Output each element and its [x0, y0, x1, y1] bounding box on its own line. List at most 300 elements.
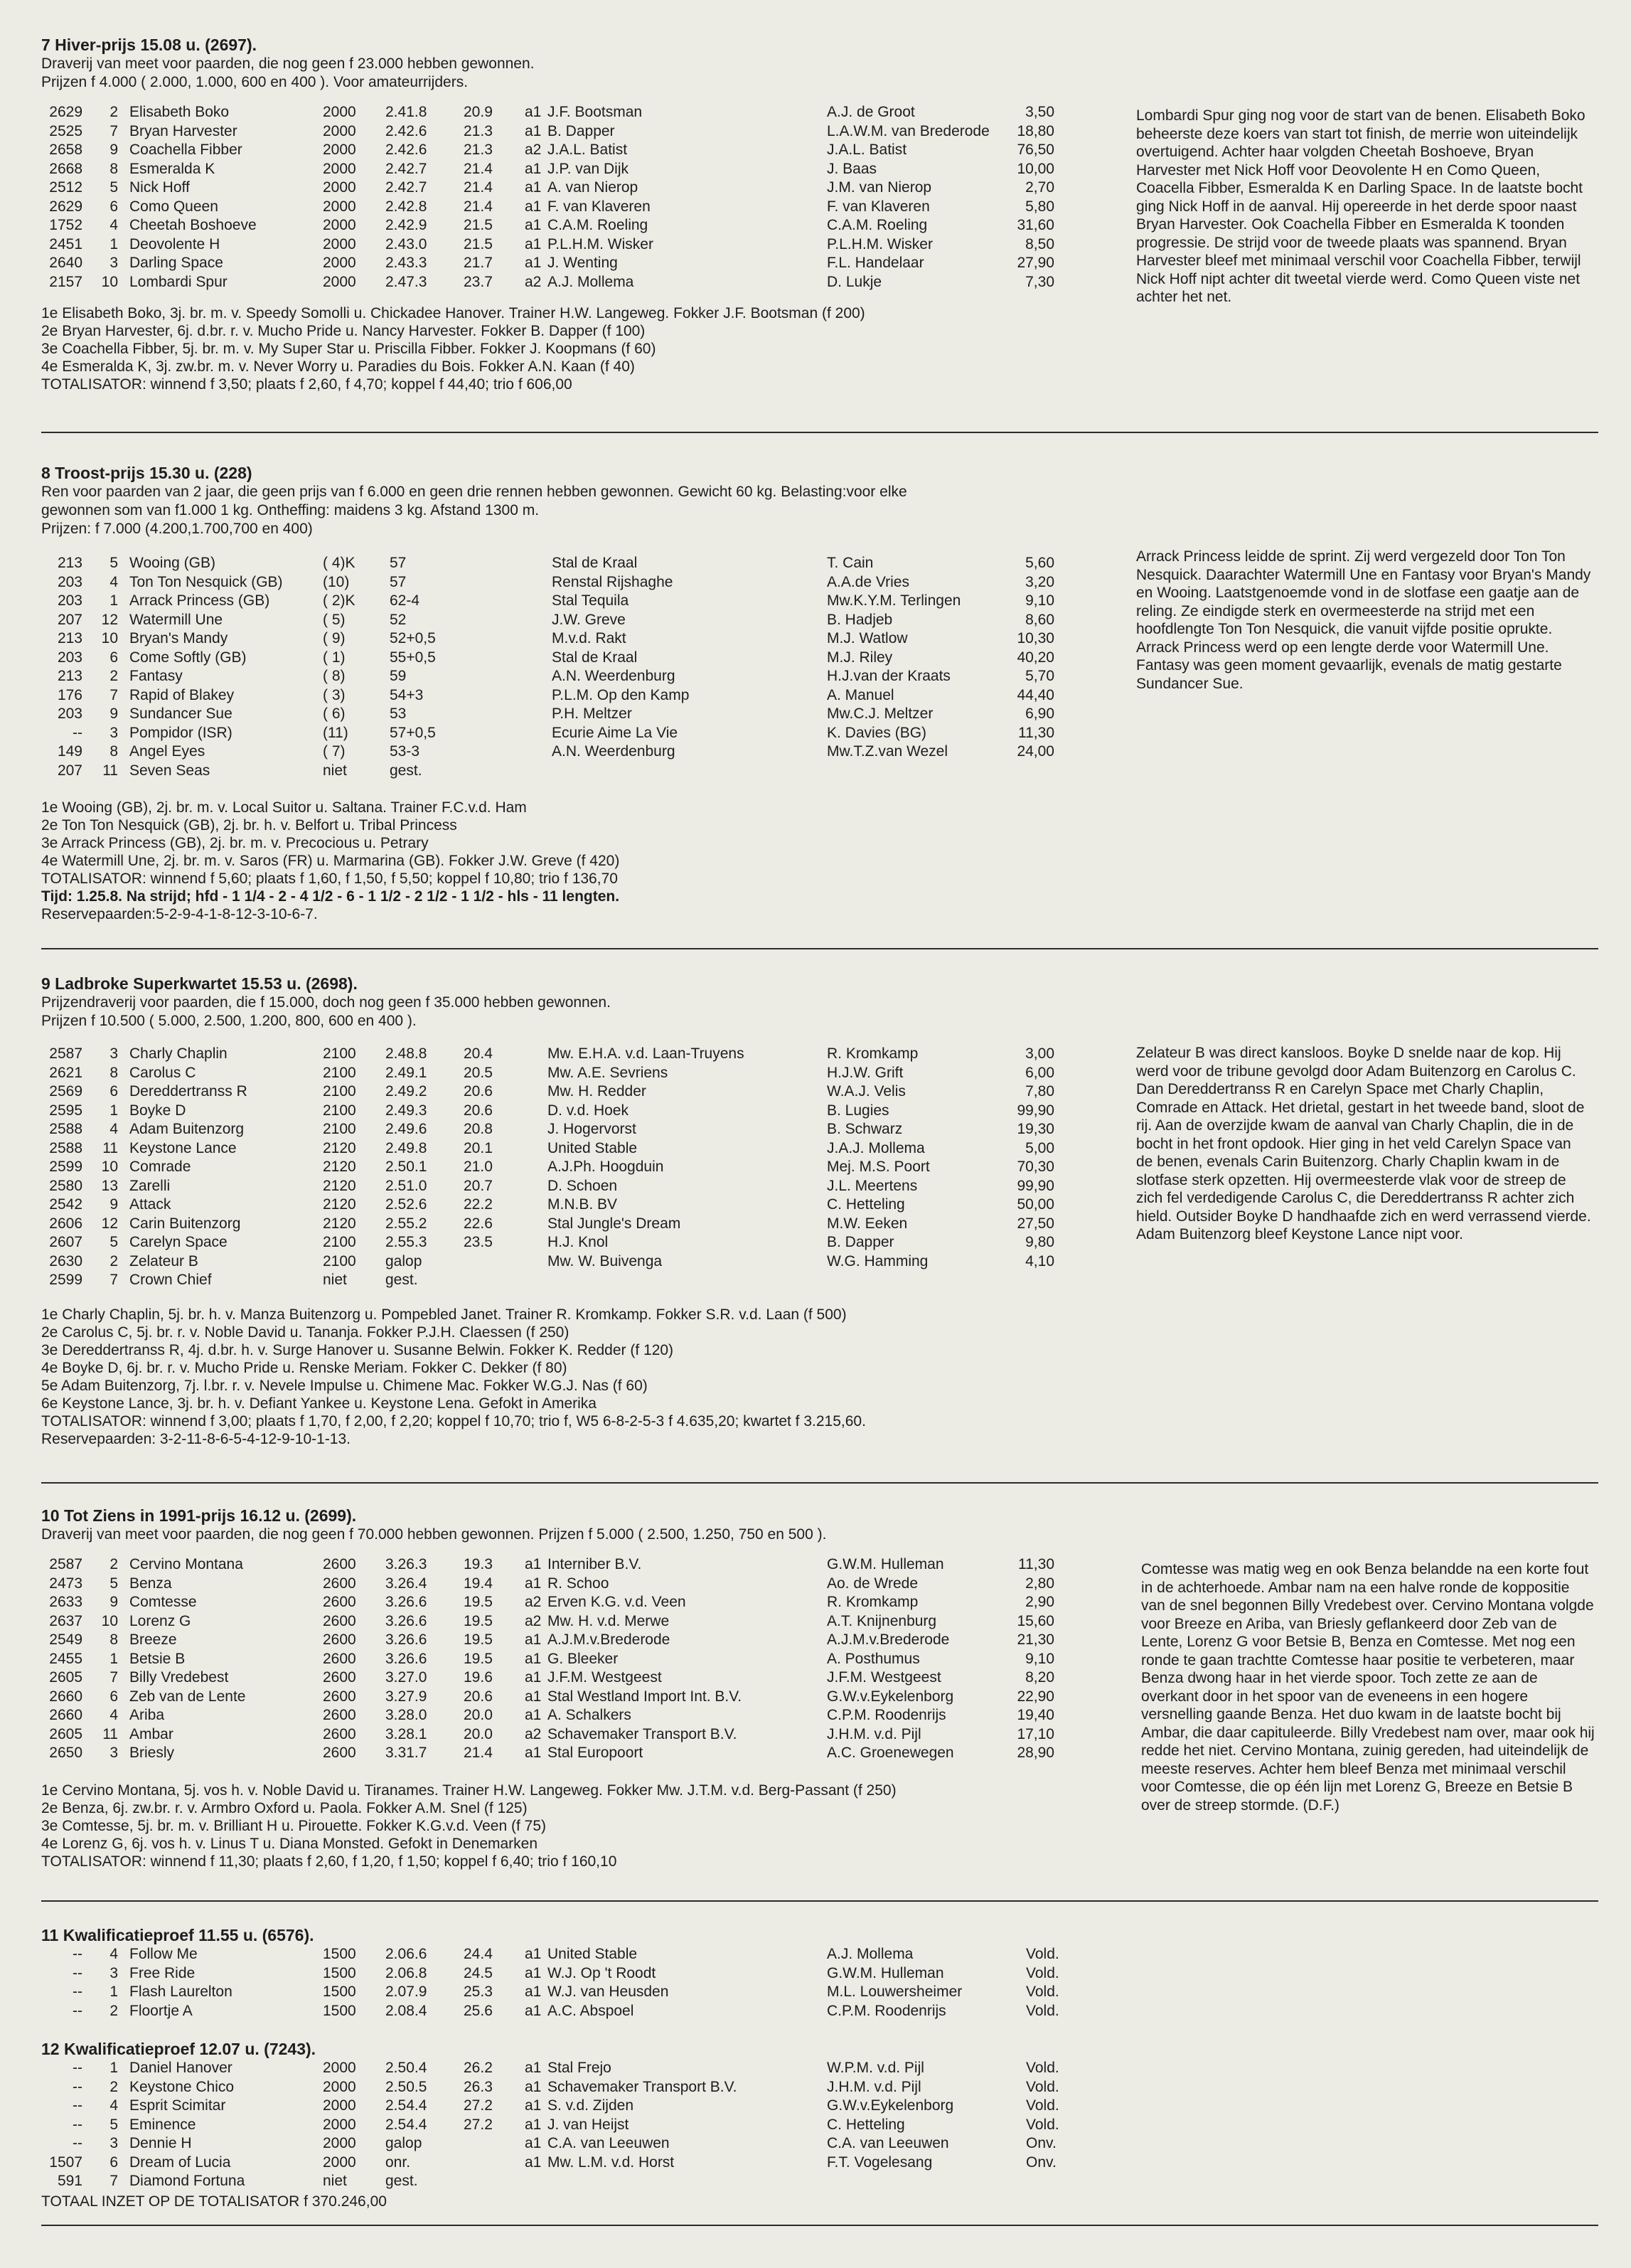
race-11	[41, 1926, 1598, 2021]
table-row	[41, 2134, 1598, 2153]
distance: 2000	[323, 2097, 356, 2114]
start-number: 12	[101, 1215, 118, 1232]
class: a2	[525, 1725, 542, 1742]
distance: 1500	[323, 1946, 356, 1962]
distance: 2000	[323, 122, 356, 139]
horse-name: Como Queen	[129, 198, 218, 215]
jockey: Mw.K.Y.M. Terlingen	[827, 592, 961, 609]
table-row: 2588 11 Keystone Lance 2120 2.49.8 20.1 United Stable J.A.J. Mollema 5,00	[41, 1139, 1598, 1159]
km-time: 21.4	[464, 198, 493, 215]
driver: W.A.J. Velis	[827, 1083, 906, 1100]
form-number: 2455	[49, 1650, 82, 1667]
driver: C.A.M. Roeling	[827, 217, 928, 233]
table-row: 2157 10 Lombardi Spur 2000 2.47.3 23.7 a2 A.J. Mollema D. Lukje 7,30	[41, 273, 1598, 292]
km-time: 20.8	[464, 1121, 493, 1137]
start-number: 5	[109, 2116, 118, 2133]
km-time: 20.6	[464, 1083, 493, 1100]
horse-name: Comrade	[129, 1159, 191, 1175]
km-time: 22.2	[464, 1196, 493, 1213]
horse-name: Nick Hoff	[129, 179, 190, 196]
driver: C. Hetteling	[827, 2116, 905, 2133]
class: a1	[525, 179, 542, 196]
class: a1	[525, 2002, 542, 2019]
form-number: 2157	[49, 273, 82, 290]
km-time: 19.5	[464, 1631, 493, 1648]
race-time: 3.26.6	[385, 1594, 427, 1610]
owner: J.W. Greve	[552, 611, 626, 628]
driver: A.T. Knijnenburg	[827, 1612, 937, 1629]
table-row: 2549 8 Breeze 2600 3.26.6 19.5 a1 A.J.M.v.Brederode A.J.M.v.Brederode 21,30	[41, 1631, 1598, 1650]
table-row: 1752 4 Cheetah Boshoeve 2000 2.42.9 21.5 a1 C.A.M. Roeling C.A.M. Roeling 31,60	[41, 216, 1598, 235]
table-row	[41, 1964, 1598, 1984]
draw: ( 5)	[323, 611, 346, 628]
form-number: 2525	[49, 122, 82, 139]
race-time: Tijd: 1.25.8. Na strijd; hfd - 1 1/4 - 2 - 4 1/2 - 6 - 1 1/2 - 2 1/2 - 1 1/2 - hls - 11 lengten.	[41, 888, 620, 905]
driver: B. Dapper	[827, 1234, 894, 1250]
start-number: 4	[109, 1946, 118, 1962]
note-line: 2e Bryan Harvester, 6j. d.br. r. v. Mucho Pride u. Nancy Harvester. Fokker B. Dapper (f 100)	[41, 323, 646, 339]
odds: Vold.	[1026, 2116, 1059, 2133]
race-comment: Comtesse was matig weg en ook Benza belandde na een korte fout in de achterhoede. Ambar nam na een halve ronde de koppositie van de snel begonnen Billy Vredebest over. Cervino Montana volgde voor Breeze en Ariba, van Briesly geflankeerd door Zeb van de Lente, Lorenz G voor Betsie B, Benza en Comtesse. Met nog een ronde te gaan trachtte Comtesse haar positie te verbeteren, maar Benza dwong haar in het vierde spoor. Toch zette ze aan de overkant door in het spoor van de eveneens in een hogere versnelling gaande Benza. Het duo kwam in de laatste bocht bij Ambar, die daar capituleerde. Billy Vredebest nam over, maar ook hij redde het niet. Cervino Montana, zuinig gereden, had uiteindelijk de meeste reserves. Achter hem bleef Benza met minimaal verschil voor Comtesse, die op één lijn met Lorenz G, Breeze en Betsie B over de streep stormde. (D.F.)	[1141, 1561, 1595, 1814]
race-time: 2.54.4	[385, 2116, 427, 2133]
distance: 2120	[323, 1139, 356, 1156]
horse-name: Cheetah Boshoeve	[129, 217, 257, 233]
form-number: 213	[57, 630, 82, 646]
distance: 2120	[323, 1215, 356, 1232]
race-time: gest.	[385, 1272, 418, 1288]
race-time: 2.42.6	[385, 142, 427, 158]
distance: 2000	[323, 104, 356, 120]
odds: Vold.	[1026, 1946, 1059, 1962]
horse-name: Pompidor (ISR)	[129, 724, 232, 741]
race-time: 3.26.3	[385, 1556, 427, 1572]
form-number: 2621	[49, 1064, 82, 1081]
form-number: --	[73, 1946, 82, 1962]
owner: Stal Frejo	[547, 2060, 611, 2076]
horse-name: Zarelli	[129, 1177, 171, 1194]
owner: Stal de Kraal	[552, 649, 638, 666]
driver: C. Hetteling	[827, 1196, 905, 1213]
note-line: 4e Watermill Une, 2j. br. m. v. Saros (FR) u. Marmarina (GB). Fokker J.W. Greve (f 420)	[41, 853, 620, 869]
start-number: 8	[109, 743, 118, 760]
km-time: 26.2	[464, 2060, 493, 2076]
distance: 2600	[323, 1575, 356, 1592]
owner: W.J. Op 't Roodt	[547, 1964, 656, 1981]
driver: F.T. Vogelesang	[827, 2153, 933, 2171]
start-number: 6	[109, 1688, 118, 1705]
horse-name: Zeb van de Lente	[129, 1688, 246, 1705]
start-number: 7	[109, 2173, 118, 2189]
weight: 52	[390, 611, 407, 628]
form-number: --	[73, 2116, 82, 2133]
table-row: 207 12 Watermill Une ( 5) 52 J.W. Greve B. Hadjeb 8,60	[41, 611, 1598, 630]
owner: J.A.L. Batist	[547, 142, 628, 158]
driver: P.L.H.M. Wisker	[827, 235, 933, 252]
start-number: 3	[109, 724, 118, 741]
distance: 2000	[323, 2116, 356, 2133]
driver: J.A.J. Mollema	[827, 1139, 925, 1156]
km-time: 20.5	[464, 1064, 493, 1081]
table-row: 2587 3 Charly Chaplin 2100 2.48.8 20.4 Mw. E.H.A. v.d. Laan-Truyens R. Kromkamp 3,00	[41, 1045, 1598, 1064]
form-number: 2658	[49, 142, 82, 158]
table-row: 2542 9 Attack 2120 2.52.6 22.2 M.N.B. BV C. Hetteling 50,00	[41, 1196, 1598, 1215]
horse-name: Bryan Harvester	[129, 122, 237, 139]
driver: A.J. de Groot	[827, 104, 915, 120]
km-time: 27.2	[464, 2116, 493, 2133]
start-number: 3	[109, 1045, 118, 1062]
distance: niet	[323, 2173, 347, 2189]
table-row: 213 5 Wooing (GB) ( 4)K 57 Stal de Kraal T. Cain 5,60	[41, 554, 1598, 573]
form-number: --	[73, 2002, 82, 2019]
form-number: 2605	[49, 1725, 82, 1742]
owner: United Stable	[547, 1139, 638, 1156]
km-time: 21.4	[464, 179, 493, 196]
owner: A.N. Weerdenburg	[552, 743, 675, 760]
horse-name: Dream of Lucia	[129, 2153, 231, 2171]
horse-name: Dereddertranss R	[129, 1083, 247, 1100]
race-time: 2.48.8	[385, 1045, 427, 1062]
horse-name: Billy Vredebest	[129, 1669, 229, 1686]
horse-name: Ariba	[129, 1707, 165, 1723]
horse-name: Eminence	[129, 2116, 196, 2133]
race-time: 2.54.4	[385, 2097, 427, 2114]
jockey: K. Davies (BG)	[827, 724, 927, 741]
km-time: 19.3	[464, 1556, 493, 1572]
race-title: 7 Hiver-prijs 15.08 u. (2697).	[41, 36, 257, 54]
form-number: 149	[57, 743, 82, 760]
race-time: 2.49.2	[385, 1083, 427, 1100]
class: a2	[525, 1594, 542, 1610]
start-number: 4	[109, 573, 118, 590]
race-title: 12 Kwalificatieproef 12.07 u. (7243).	[41, 2040, 316, 2058]
start-number: 4	[109, 2097, 118, 2114]
table-row: 2629 6 Como Queen 2000 2.42.8 21.4 a1 F. van Klaveren F. van Klaveren 5,80	[41, 198, 1598, 217]
table-row: 2588 4 Adam Buitenzorg 2100 2.49.6 20.8 J. Hogervorst B. Schwarz 19,30	[41, 1120, 1598, 1139]
distance: 2120	[323, 1196, 356, 1213]
distance: 2600	[323, 1594, 356, 1610]
km-time: 20.6	[464, 1688, 493, 1705]
driver: A.J. Mollema	[827, 1946, 914, 1962]
class: a1	[525, 2135, 542, 2151]
distance: 2100	[323, 1234, 356, 1250]
table-row: 2587 2 Cervino Montana 2600 3.26.3 19.3 a1 Interniber B.V. G.W.M. Hulleman 11,30	[41, 1555, 1598, 1575]
horse-name: Wooing (GB)	[129, 555, 215, 571]
draw: ( 9)	[323, 630, 346, 646]
driver: J.F.M. Westgeest	[827, 1669, 941, 1686]
owner: C.A.M. Roeling	[547, 217, 648, 233]
race-notes	[41, 1306, 1598, 1448]
km-time: 20.6	[464, 1102, 493, 1119]
form-number: 2512	[49, 179, 82, 196]
start-number: 5	[109, 555, 118, 571]
owner: Stal Westland Import Int. B.V.	[547, 1688, 742, 1705]
race-title: 10 Tot Ziens in 1991-prijs 16.12 u. (2699).	[41, 1506, 357, 1525]
draw: ( 3)	[323, 686, 346, 703]
distance: 1500	[323, 2002, 356, 2019]
owner: J.F.M. Westgeest	[547, 1669, 662, 1686]
class: a1	[525, 1964, 542, 1981]
distance: 2600	[323, 1725, 356, 1742]
horse-name: Crown Chief	[129, 1272, 212, 1288]
race-prizes: Prijzen: f 7.000 (4.200,1.700,700 en 400)	[41, 521, 313, 537]
km-time: 20.1	[464, 1139, 493, 1156]
class: a1	[525, 2060, 542, 2076]
table-row: 2607 5 Carelyn Space 2100 2.55.3 23.5 H.J. Knol B. Dapper 9,80	[41, 1233, 1598, 1252]
km-time: 22.6	[464, 1215, 493, 1232]
start-number: 7	[109, 1272, 118, 1288]
owner: Stal Tequila	[552, 592, 629, 609]
note-line: 3e Coachella Fibber, 5j. br. m. v. My Super Star u. Priscilla Fibber. Fokker J. Koopmans (f 60)	[41, 341, 656, 357]
distance: 2120	[323, 1177, 356, 1194]
owner: J. van Heijst	[547, 2116, 629, 2133]
km-time: 20.9	[464, 104, 493, 120]
race-conditions: Prijzendraverij voor paarden, die f 15.000, doch nog geen f 35.000 hebben gewonnen.	[41, 994, 611, 1011]
note-line: TOTALISATOR: winnend f 3,00; plaats f 1,70, f 2,00, f 2,20; koppel f 10,70; trio f, W5 6-8-2-5-3 f 4.635,20; kwartet f 3.215,60.	[41, 1412, 866, 1430]
owner: Mw. A.E. Sevriens	[547, 1064, 668, 1081]
race-conditions: Ren voor paarden van 2 jaar, die geen prijs van f 6.000 en geen drie rennen hebben gewonnen. Gewicht 60 kg. Belasting:voor elke	[41, 484, 907, 500]
distance: 2000	[323, 217, 356, 233]
table-row: 2658 9 Coachella Fibber 2000 2.42.6 21.3 a2 J.A.L. Batist J.A.L. Batist 76,50	[41, 141, 1598, 160]
note-line: 4e Boyke D, 6j. br. r. v. Mucho Pride u. Renske Meriam. Fokker C. Dekker (f 80)	[41, 1359, 567, 1376]
section-divider	[41, 432, 1598, 433]
table-row: 149 8 Angel Eyes ( 7) 53-3 A.N. Weerdenburg Mw.T.Z.van Wezel 24,00	[41, 742, 1598, 762]
horse-name: Flash Laurelton	[129, 1984, 232, 2000]
form-number: 2607	[49, 1234, 82, 1250]
draw: niet	[323, 762, 347, 779]
draw: ( 7)	[323, 743, 346, 760]
table-row: 2595 1 Boyke D 2100 2.49.3 20.6 D. v.d. Hoek B. Lugies 99,90	[41, 1102, 1598, 1121]
distance: 2100	[323, 1252, 356, 1269]
horse-name: Daniel Hanover	[129, 2060, 232, 2076]
driver: J.M. van Nierop	[827, 179, 932, 196]
km-time: 21.3	[464, 142, 493, 158]
distance: 2000	[323, 273, 356, 290]
owner: Schavemaker Transport B.V.	[547, 2078, 737, 2095]
km-time: 21.4	[464, 160, 493, 177]
table-row	[41, 1945, 1598, 1964]
horse-name: Boyke D	[129, 1102, 186, 1119]
form-number: 2595	[49, 1102, 82, 1119]
horse-name: Elisabeth Boko	[129, 104, 230, 120]
start-number: 1	[109, 235, 118, 252]
form-number: 213	[57, 555, 82, 571]
form-number: --	[73, 2078, 82, 2095]
form-number: --	[73, 1984, 82, 2000]
class: a1	[525, 160, 542, 177]
race-time: 2.49.3	[385, 1102, 427, 1119]
race-time: 2.42.7	[385, 179, 427, 196]
race-time: 3.28.0	[385, 1707, 427, 1723]
class: a2	[525, 142, 542, 158]
start-number: 2	[109, 2078, 118, 2095]
distance: 2600	[323, 1650, 356, 1667]
note-line: 2e Ton Ton Nesquick (GB), 2j. br. h. v. Belfort u. Tribal Princess	[41, 817, 457, 834]
race-comment: Lombardi Spur ging nog voor de start van de benen. Elisabeth Boko beheerste deze koers van start tot finish, de merrie won uiteindelijk overtuigend. Achter haar volgden Cheetah Boshoeve, Bryan Harvester met Nick Hoff voor Deovolente H en Como Queen, Coacella Fibber, Esmeralda K en Darling Space. In de laatste bocht ging Nick Hoff in de aanval. Hij opereerde in het derde spoor naast Bryan Harvester. Ook Coachella Fibber en Esmeralda K toonden progressie. De strijd voor de tweede plaats was spannend. Bryan Harvester bleef met minimaal verschil voor Coachella Fibber, terwijl Nick Hoff nipt achter dit tweetal vierde werd. Como Queen viste net achter het net.	[1136, 107, 1585, 305]
odds: Onv.	[1026, 2135, 1057, 2151]
form-number: 2473	[49, 1575, 82, 1592]
table-row: 2569 6 Dereddertranss R 2100 2.49.2 20.6 Mw. H. Redder W.A.J. Velis 7,80	[41, 1082, 1598, 1102]
driver: A.J.M.v.Brederode	[827, 1631, 950, 1648]
note-line: 3e Dereddertranss R, 4j. d.br. h. v. Surge Hanover u. Susanne Belwin. Fokker K. Redder (f 120)	[41, 1341, 674, 1358]
owner: Mw. W. Buivenga	[547, 1252, 663, 1269]
table-row: 2580 13 Zarelli 2120 2.51.0 20.7 D. Schoen J.L. Meertens 99,90	[41, 1177, 1598, 1196]
horse-name: Carolus C	[129, 1064, 196, 1081]
jockey: A.A.de Vries	[827, 573, 909, 590]
class: a2	[525, 1612, 542, 1629]
start-number: 4	[109, 1121, 118, 1137]
driver: D. Lukje	[827, 273, 882, 290]
race-title: 8 Troost-prijs 15.30 u. (228)	[41, 464, 252, 482]
table-row	[41, 2116, 1598, 2135]
race-time: gest.	[385, 2173, 418, 2189]
start-number: 9	[109, 706, 118, 722]
race-time: 2.43.3	[385, 255, 427, 271]
table-row: 203 6 Come Softly (GB) ( 1) 55+0,5 Stal de Kraal M.J. Riley 40,20	[41, 649, 1598, 668]
km-time: 20.4	[464, 1045, 493, 1062]
total-stake: TOTAAL INZET OP DE TOTALISATOR f 370.246,00	[41, 2193, 387, 2210]
start-number: 9	[109, 1594, 118, 1610]
table-row: 2633 9 Comtesse 2600 3.26.6 19.5 a2 Erven K.G. v.d. Veen R. Kromkamp 2,90	[41, 1593, 1598, 1612]
form-number: 2542	[49, 1196, 82, 1213]
km-time: 25.3	[464, 1984, 493, 2000]
form-number: 2660	[49, 1688, 82, 1705]
driver: J.H.M. v.d. Pijl	[827, 2078, 921, 2095]
race-time: 2.50.5	[385, 2078, 427, 2095]
draw: ( 4)K	[323, 555, 355, 571]
horse-name: Deovolente H	[129, 235, 220, 252]
race-time: 2.42.7	[385, 160, 427, 177]
start-number: 3	[109, 1964, 118, 1981]
start-number: 8	[109, 160, 118, 177]
owner: M.v.d. Rakt	[552, 630, 626, 646]
km-time: 23.5	[464, 1234, 493, 1250]
note-line: TOTALISATOR: winnend f 3,50; plaats f 2,60, f 4,70; koppel f 44,40; trio f 606,00	[41, 376, 572, 393]
horse-name: Zelateur B	[129, 1252, 198, 1269]
table-row: 2668 8 Esmeralda K 2000 2.42.7 21.4 a1 J.P. van Dijk J. Baas 10,00	[41, 160, 1598, 179]
table-row: 203 1 Arrack Princess (GB) ( 2)K 62-4 Stal Tequila Mw.K.Y.M. Terlingen 9,10	[41, 592, 1598, 611]
horse-name: Comtesse	[129, 1594, 197, 1610]
start-number: 13	[101, 1177, 118, 1194]
start-number: 10	[101, 630, 118, 646]
jockey: M.J. Riley	[827, 649, 893, 666]
reserve-horses: Reservepaarden:5-2-9-4-1-8-12-3-10-6-7.	[41, 906, 318, 922]
owner: M.N.B. BV	[547, 1196, 618, 1213]
class: a1	[525, 1650, 542, 1667]
weight: 59	[390, 668, 407, 684]
race-time: 3.28.1	[385, 1725, 427, 1742]
note-line: 1e Charly Chaplin, 5j. br. h. v. Manza Buitenzorg u. Pompebled Janet. Trainer R. Kromkamp. Fokker S.R. v.d. Laan (f 500)	[41, 1306, 847, 1323]
owner: P.H. Meltzer	[552, 706, 632, 722]
driver: J.A.L. Batist	[827, 142, 907, 158]
race-time: 2.51.0	[385, 1177, 427, 1194]
weight: 57	[390, 573, 407, 590]
table-row	[41, 2059, 1598, 2078]
form-number: 2588	[49, 1121, 82, 1137]
owner: J. Wenting	[547, 255, 618, 271]
driver: R. Kromkamp	[827, 1045, 919, 1062]
start-number: 6	[109, 1083, 118, 1100]
note-line: 3e Arrack Princess (GB), 2j. br. m. v. Precocious u. Petrary	[41, 835, 429, 851]
table-row: 2621 8 Carolus C 2100 2.49.1 20.5 Mw. A.E. Sevriens H.J.W. Grift 6,00	[41, 1064, 1598, 1083]
start-number: 1	[109, 592, 118, 609]
race-time: 2.42.9	[385, 217, 427, 233]
note-line: 4e Esmeralda K, 3j. zw.br. m. v. Never Worry u. Paradies du Bois. Fokker A.N. Kaan (f 40)	[41, 358, 635, 375]
table-row: 2473 5 Benza 2600 3.26.4 19.4 a1 R. Schoo Ao. de Wrede 2,80	[41, 1575, 1598, 1594]
driver: M.L. Louwersheimer	[827, 1984, 963, 2000]
note-line: Reservepaarden: 3-2-11-8-6-5-4-12-9-10-1-13.	[41, 1430, 351, 1447]
start-number: 8	[109, 1631, 118, 1648]
start-number: 2	[109, 1252, 118, 1269]
driver: W.P.M. v.d. Pijl	[827, 2060, 924, 2076]
km-time: 19.5	[464, 1650, 493, 1667]
distance: 2600	[323, 1707, 356, 1723]
form-number: 591	[57, 2173, 82, 2189]
weight: 54+3	[390, 686, 424, 703]
race-notes	[41, 799, 1598, 888]
class: a1	[525, 2116, 542, 2133]
weight: 53	[390, 706, 407, 722]
horse-name: Keystone Chico	[129, 2078, 235, 2095]
horse-name: Cervino Montana	[129, 1556, 243, 1572]
class: a1	[525, 2097, 542, 2114]
table-row	[41, 2078, 1598, 2097]
result-table	[41, 1945, 1598, 2021]
horse-name: Betsie B	[129, 1650, 186, 1667]
distance: 2000	[323, 255, 356, 271]
distance: 2000	[323, 235, 356, 252]
table-row	[41, 2002, 1598, 2021]
note-line: 1e Wooing (GB), 2j. br. m. v. Local Suitor u. Saltana. Trainer F.C.v.d. Ham	[41, 799, 527, 816]
start-number: 9	[109, 142, 118, 158]
owner: Mw. H. v.d. Merwe	[547, 1612, 670, 1629]
race-time: 2.50.4	[385, 2060, 427, 2076]
start-number: 1	[109, 2060, 118, 2076]
horse-name: Floortje A	[129, 2002, 193, 2019]
horse-name: Sundancer Sue	[129, 706, 232, 722]
driver: Mej. M.S. Poort	[827, 1159, 930, 1175]
class: a1	[525, 1946, 542, 1962]
owner: D. v.d. Hoek	[547, 1102, 629, 1119]
start-number: 4	[109, 1707, 118, 1723]
owner: P.L.H.M. Wisker	[547, 235, 653, 252]
driver: R. Kromkamp	[827, 1594, 919, 1610]
race-notes	[41, 304, 1598, 393]
owner: Mw. H. Redder	[547, 1083, 646, 1100]
start-number: 6	[109, 2153, 118, 2171]
draw: ( 2)K	[323, 592, 355, 609]
form-number: --	[73, 2060, 82, 2076]
odds: Vold.	[1026, 2097, 1059, 2114]
km-time: 21.5	[464, 217, 493, 233]
form-number: 203	[57, 573, 82, 590]
form-number: --	[73, 724, 82, 741]
form-number: 207	[57, 611, 82, 628]
jockey: H.J.van der Kraats	[827, 668, 951, 684]
start-number: 8	[109, 1064, 118, 1081]
horse-name: Fantasy	[129, 668, 183, 684]
driver: M.W. Eeken	[827, 1215, 908, 1232]
km-time: 21.3	[464, 122, 493, 139]
race-time: 2.52.6	[385, 1196, 427, 1213]
class: a1	[525, 255, 542, 271]
draw: (10)	[323, 573, 350, 590]
driver: J.H.M. v.d. Pijl	[827, 1725, 921, 1742]
race-time: 2.49.8	[385, 1139, 427, 1156]
table-row: 2605 7 Billy Vredebest 2600 3.27.0 19.6 a1 J.F.M. Westgeest J.F.M. Westgeest 8,20	[41, 1668, 1598, 1688]
start-number: 1	[109, 1102, 118, 1119]
form-number: 2587	[49, 1556, 82, 1572]
start-number: 1	[109, 1650, 118, 1667]
